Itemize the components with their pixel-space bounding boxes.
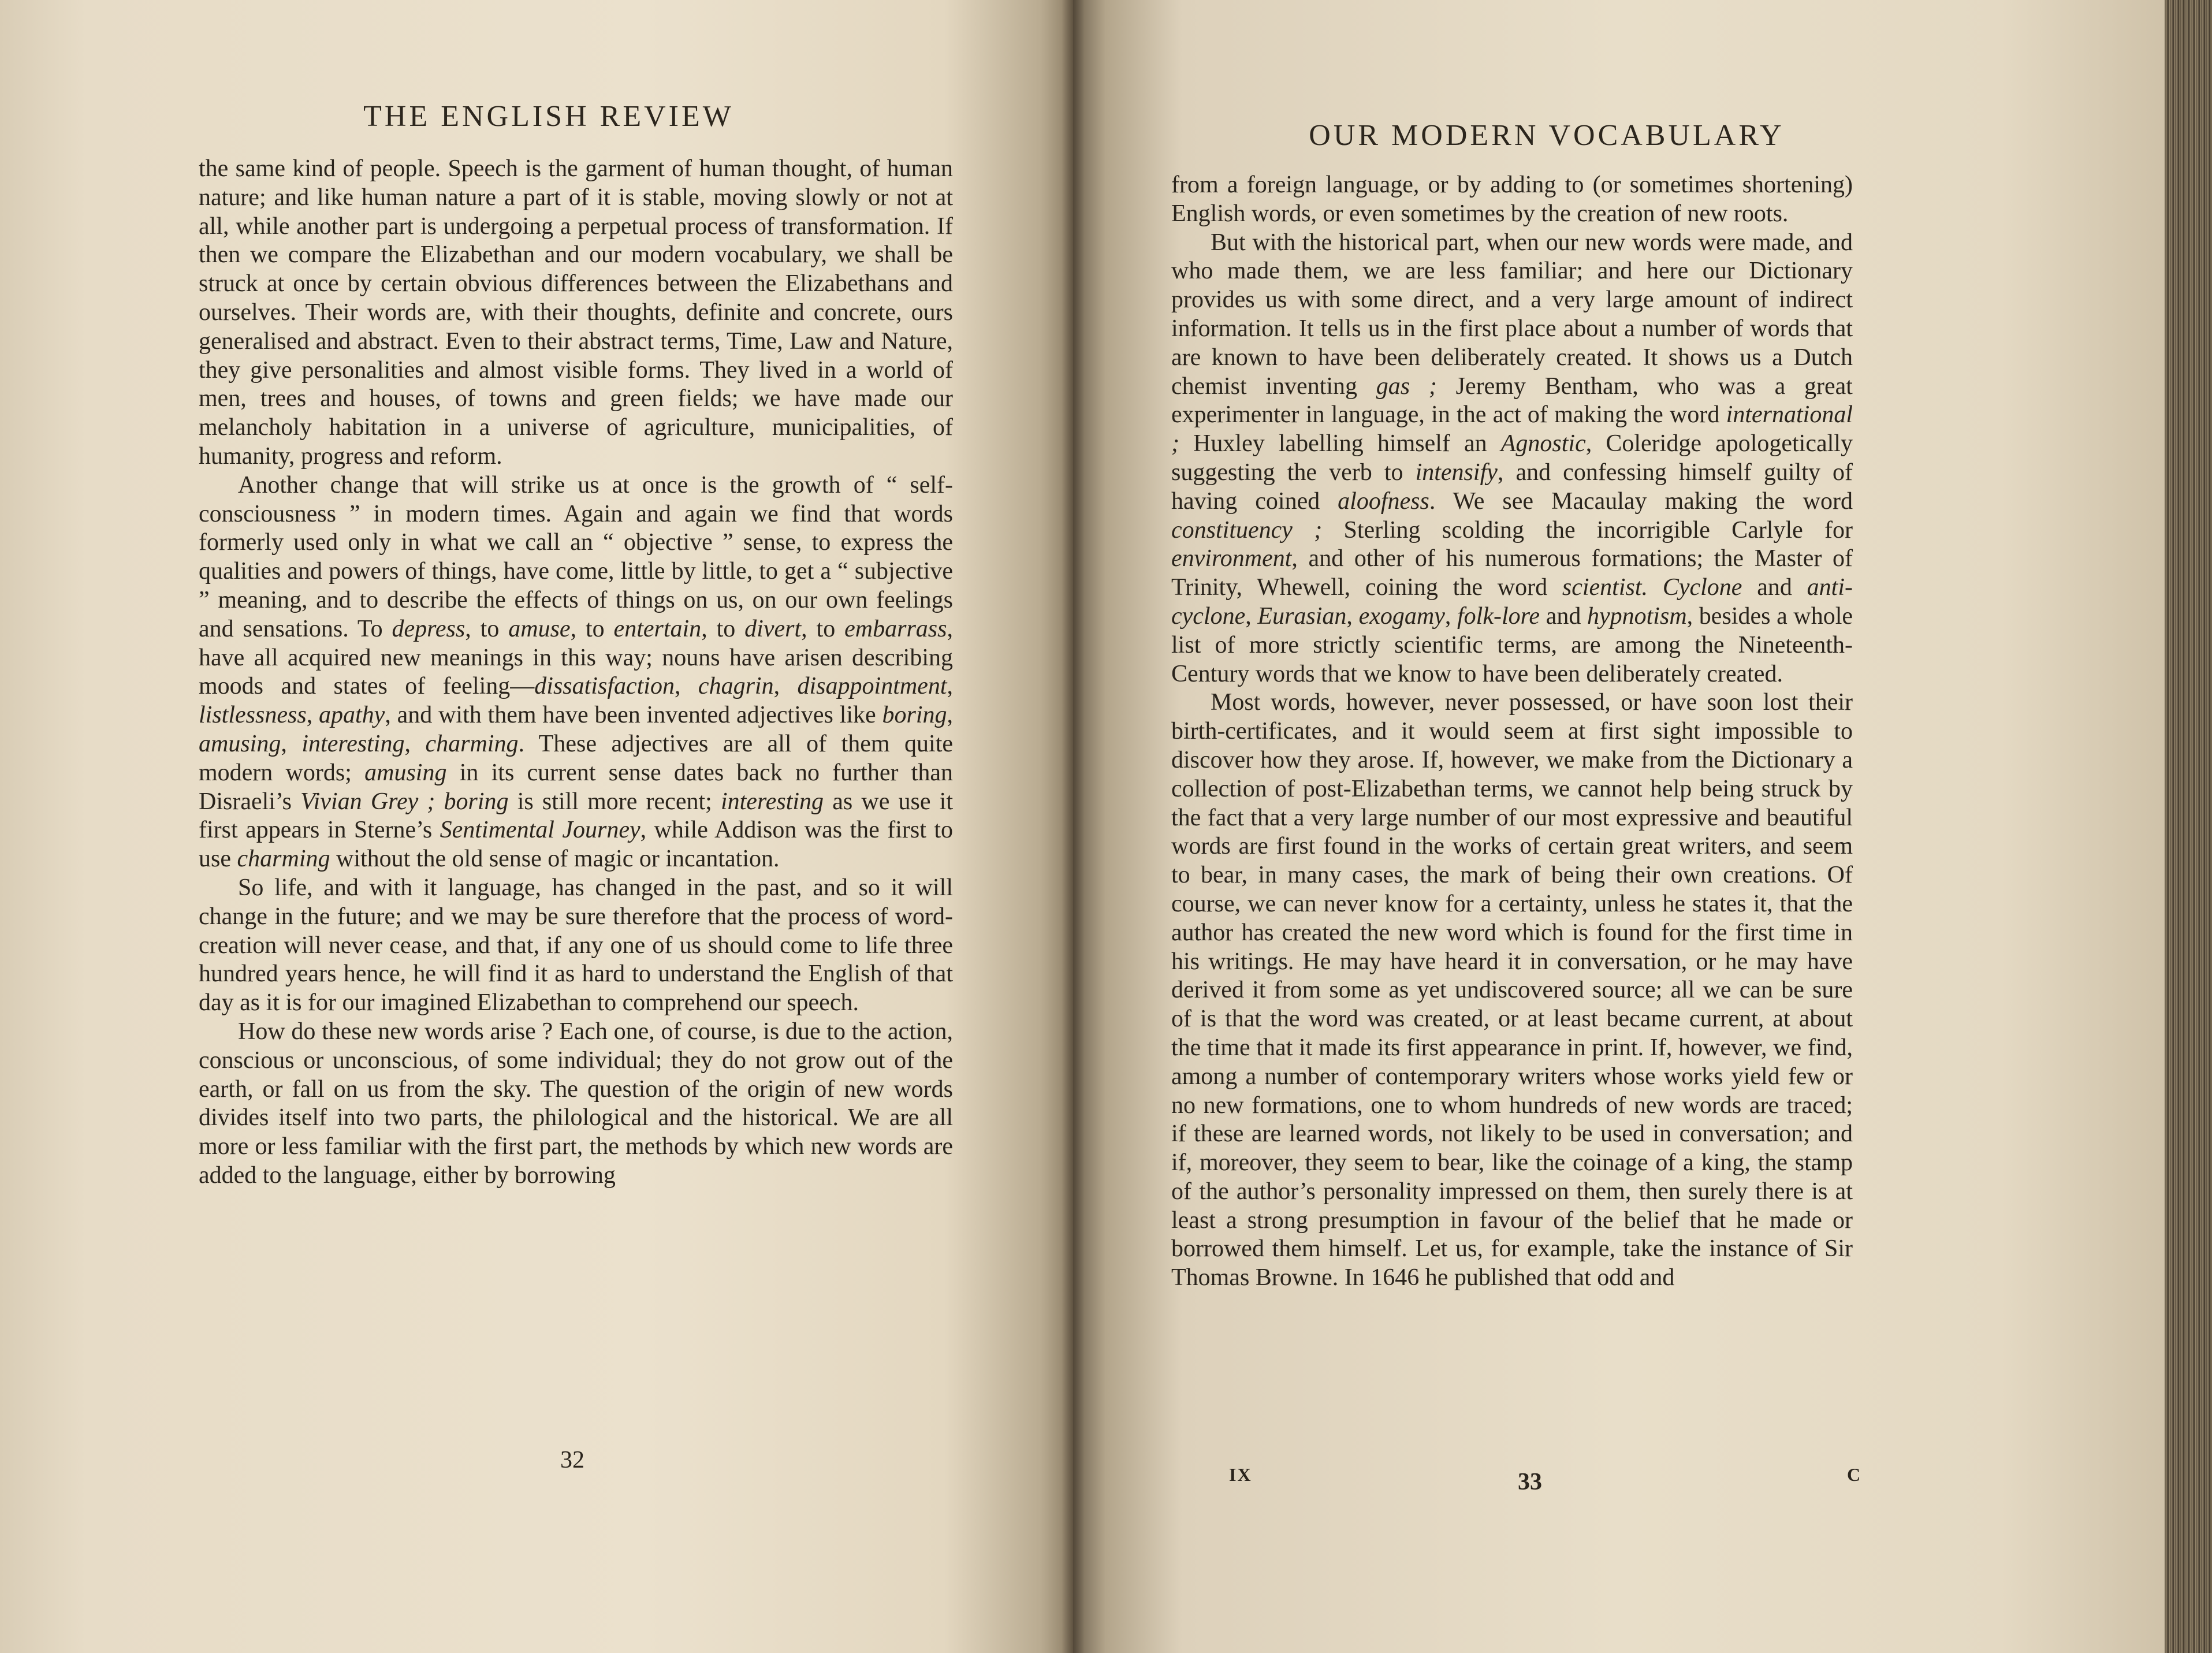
italic-term: chagrin (698, 673, 774, 700)
italic-term: anti-cyclone (1171, 574, 1853, 630)
italic-term: Eurasian (1257, 602, 1347, 630)
page-number-left: 32 (560, 1447, 584, 1473)
italic-term: Agnostic (1500, 430, 1586, 457)
italic-term: scientist. Cyclone (1562, 574, 1742, 601)
italic-term: aloofness (1338, 487, 1429, 515)
italic-term: entertain (613, 615, 702, 642)
italic-term: dissatisfaction (534, 673, 675, 700)
italic-term: disappointment (797, 673, 947, 700)
italic-term: interesting (301, 730, 405, 757)
italic-term: constituency ; (1171, 516, 1323, 543)
italic-term: hypnotism (1587, 602, 1687, 630)
right-page (1073, 0, 2165, 1653)
signature-volume: IX (1229, 1464, 1252, 1485)
italic-term: listlessness (199, 702, 307, 729)
running-head-left: THE ENGLISH REVIEW (363, 100, 734, 133)
italic-term: interesting (720, 788, 824, 815)
italic-term: apathy (319, 702, 385, 729)
italic-term: amusing (199, 730, 281, 757)
left-page (0, 0, 1073, 1653)
italic-term: boring (882, 702, 947, 729)
running-head-right: OUR MODERN VOCABULARY (1309, 119, 1785, 152)
italic-term: divert (744, 615, 802, 642)
italic-term: Vivian Grey ; boring (300, 788, 509, 815)
page-number-right: 33 (1518, 1469, 1542, 1495)
page-edges (2165, 0, 2212, 1653)
body-text-left (199, 155, 953, 1190)
signature-letter: C (1847, 1464, 1862, 1485)
italic-term: amusing (364, 759, 447, 786)
paragraph: Most words, however, never possessed, or have soon lost their birth-certificates, and it would seem at first sight impossible to discover how they arose. If, however, we make from the Dictionary a collection of post-Elizabethan terms, we cannot help being struck by the fact that a very large number of our most expressive and beautiful words are first found in the works of certain great writers, and seem to bear, in many cases, the mark of being their own creations. Of course, we can never know for a certainty, unless he states it, that the author has created the new word which is found for the first time in his writings. He may have heard it in conversation, or he may have derived it from some as yet undiscovered source; all we can be sure of is that the word was created, or at least became current, at about the time that it made its first appearance in print. If, however, we find, among a number of contemporary writers whose works yield few or no new formations, one to whom hundreds of new words are traced; if these are learned words, not likely to be used in conversation; and if, moreover, they seem to bear, like the coinage of a king, the stamp of the author’s personality impressed on them, then surely there is at least a strong presumption in favour of the belief that he made or borrowed them himself. Let us, for example, take the instance of Sir Thomas Browne. In 1646 he published that odd and (1171, 689, 1853, 1291)
italic-term: gas ; (1376, 373, 1437, 400)
italic-term: exogamy (1358, 602, 1445, 630)
italic-term: international ; (1171, 401, 1853, 457)
italic-term: intensify (1415, 459, 1498, 486)
book-gutter (1062, 0, 1085, 1653)
italic-term: depress (392, 615, 466, 642)
paragraph: from a foreign language, or by adding to (or sometimes shortening) English words, or even sometimes by the creation of new roots. (1171, 172, 1853, 227)
italic-term: charming (425, 730, 519, 757)
italic-term: embarrass (844, 615, 947, 642)
paragraph: So life, and with it language, has changed in the past, and so it will change in the future; and we may be sure therefore that the process of word-creation will never cease, and that, if any one of us should come to life three hundred years hence, he will find it as hard to understand the English of that day as it is for our imagined Elizabethan to comprehend our speech. (199, 874, 953, 1017)
paragraph: But with the historical part, when our new words were made, and who made them, we are less familiar; and here our Dictionary provides us with some direct, and a very large amount of indirect information. It tells us in the first place about a number of words that are known to have been deliberately created. It shows us a Dutch chemist inventing gas ; Jeremy Bentham, who was a great experimenter in language, in the act of making the word international ; Huxley labelling himself an Agnostic, Coleridge apologetically suggesting the verb to intensify, and confessing himself guilty of having coined aloofness. We see Macaulay making the word constituency ; Sterling scolding the incorrigible Carlyle for environment, and other of his numerous formations; the Master of Trinity, Whewell, coining the word scientist. Cyclone and anti-cyclone, Eurasian, exogamy, folk-lore and hypnotism, besides a whole list of more strictly scientific terms, are among the Nineteenth-Century words that we know to have been deliberately created. (1171, 229, 1853, 687)
italic-term: folk-lore (1457, 602, 1540, 630)
italic-term: Sentimental Journey (440, 817, 640, 844)
italic-term: amuse (508, 615, 571, 642)
body-text-right (1171, 171, 1853, 1293)
paragraph: How do these new words arise ? Each one, of course, is due to the action, conscious or unconscious, of some individual; they do not grow out of the earth, or fall on us from the sky. The question of the origin of new words divides itself into two parts, the philological and the historical. We are all more or less familiar with the first part, the methods by which new words are added to the language, either by borrowing (199, 1018, 953, 1189)
italic-term: environment (1171, 545, 1292, 572)
paragraph: Another change that will strike us at once is the growth of “ self-consciousness ” in modern times. Again and again we find that words formerly used only in what we call an “ objective ” sense, to express the qualities and powers of things, have come, little by little, to get a “ subjective ” meaning, and to describe the effects of things on us, on our own feelings and sensations. To depress, to amuse, to entertain, to divert, to embarrass, have all acquired new meanings in this way; nouns have arisen describing moods and states of feeling—dissatisfaction, chagrin, disappointment, listlessness, apathy, and with them have been invented adjectives like boring, amusing, interesting, charming. These adjectives are all of them quite modern words; amusing in its current sense dates back no further than Disraeli’s Vivian Grey ; boring is still more recent; interesting as we use it first appears in Sterne’s Sentimental Journey, while Addison was the first to use charming without the old sense of magic or incantation. (199, 471, 954, 873)
italic-term: charming (237, 846, 330, 873)
paragraph: the same kind of people. Speech is the garment of human thought, of human nature; and like human nature a part of it is stable, moving slowly or not at all, while another part is undergoing a perpetual process of transformation. If then we compare the Elizabethan and our modern vocabulary, we shall be struck at once by certain obvious differences between the Elizabethans and ourselves. Their words are, with their thoughts, definite and concrete, ours generalised and abstract. Even to their abstract terms, Time, Law and Nature, they give personalities and almost visible forms. They lived in a world of men, trees and houses, of towns and green fields; we have made our melancholy habitation in a universe of agriculture, municipalities, of humanity, progress and reform. (199, 155, 953, 470)
